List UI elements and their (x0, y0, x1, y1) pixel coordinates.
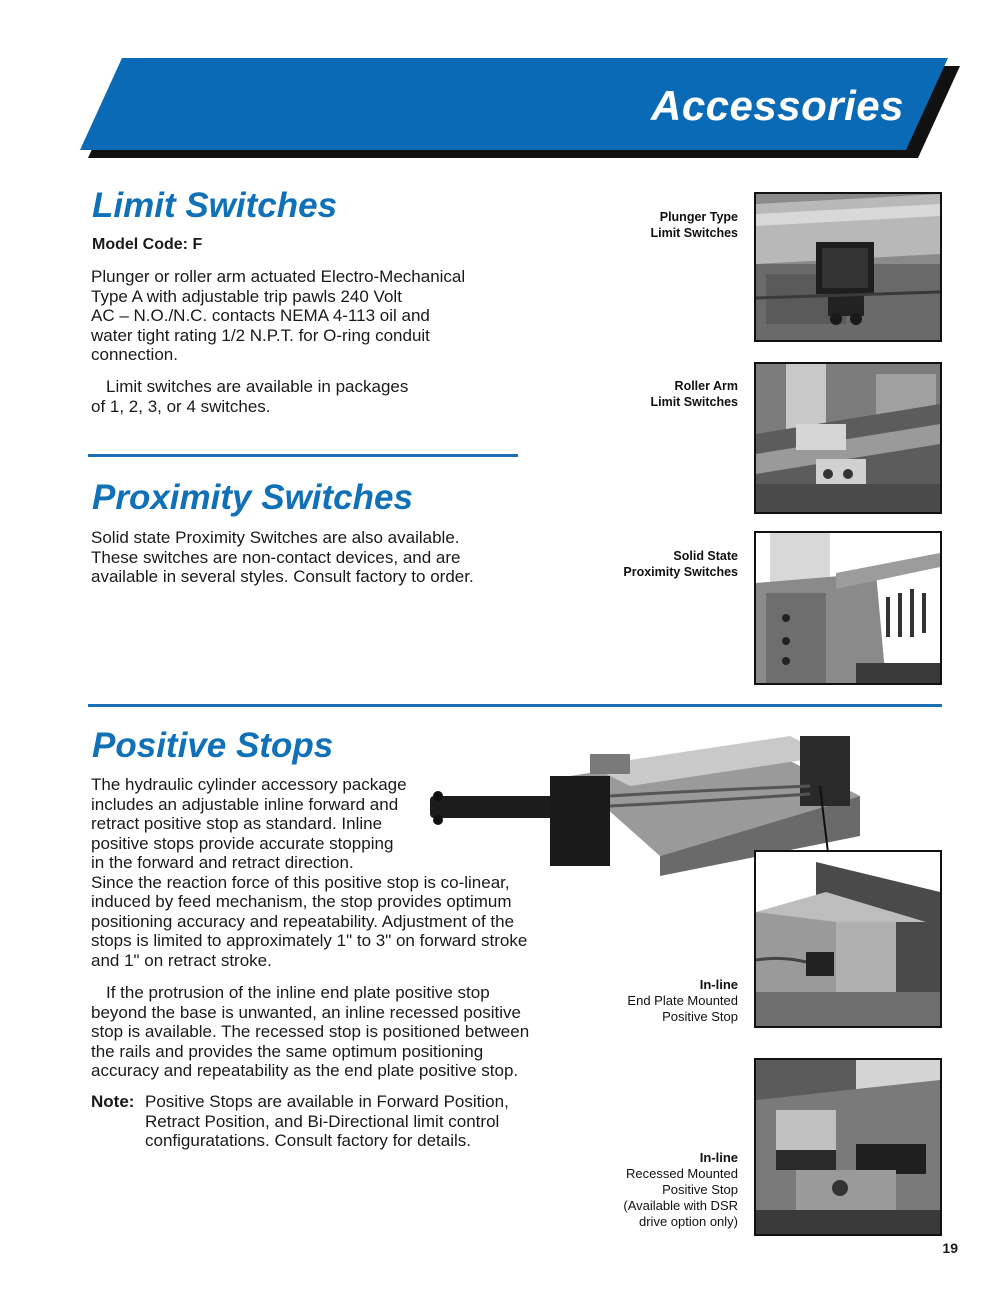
positive-stops-heading: Positive Stops (92, 726, 334, 765)
limit-switches-body: Plunger or roller arm actuated Electro-Mechanical Type A with adjustable trip pawls 240 Volt AC – N.O./N.C. contacts NEMA 4-113 oil and water tight rating 1/2 N.P.T. for O-ring conduit connection. (91, 267, 466, 364)
photo-proximity-switch (754, 531, 942, 685)
caption-plunger: Plunger Type Limit Switches (650, 210, 738, 240)
caption-recessed: In-line Recessed Mounted Positive Stop (Available with DSR drive option only) (623, 1150, 738, 1229)
positive-stops-protrusion: If the protrusion of the inline end plate positive stop beyond the base is unwanted, an inline recessed positive stop is available. The recessed stop is positioned between the rails and provides the same optimum positioning accuracy and repeatability as the end plate positive stop. (91, 983, 530, 1080)
positive-stops-note: Note: Positive Stops are available in Forward Position, Retract Position, and Bi-Directional limit control configuratations. Consult factory for details. (91, 1092, 509, 1150)
caption-proximity: Solid State Proximity Switches (623, 549, 738, 579)
section-divider (88, 454, 518, 457)
page-number: 19 (942, 1240, 958, 1256)
note-label: Note: (91, 1092, 135, 1111)
positive-stops-body: The hydraulic cylinder accessory package includes an adjustable inline forward and retract positive stop as standard. Inline positive stops provide accurate stopping in the forward and retract direction. Since the reaction force of this positive stop is co-linear, induced by feed mechanism, the stop provides optimum positioning accuracy and repeatability. Adjustment of the stops is limited to approximately 1" to 3" on forward stroke and 1" on retract stroke. (91, 775, 528, 970)
section-divider (88, 704, 942, 707)
photo-plunger-limit-switch (754, 192, 942, 342)
caption-roller: Roller Arm Limit Switches (650, 379, 738, 409)
model-code: Model Code: F (92, 236, 203, 253)
caption-endplate: In-line End Plate Mounted Positive Stop (627, 977, 738, 1024)
limit-switches-heading: Limit Switches (92, 186, 338, 225)
photo-endplate-positive-stop (754, 850, 942, 1028)
photo-roller-arm-limit-switch (754, 362, 942, 514)
photo-recessed-positive-stop (754, 1058, 942, 1236)
proximity-switches-heading: Proximity Switches (92, 478, 413, 517)
page-title: Accessories (650, 82, 904, 129)
proximity-switches-body: Solid state Proximity Switches are also available. These switches are non-contact devices, and are available in several styles. Consult factory to order. (91, 528, 474, 586)
limit-switches-packages: Limit switches are available in packages of 1, 2, 3, or 4 switches. (91, 377, 409, 416)
